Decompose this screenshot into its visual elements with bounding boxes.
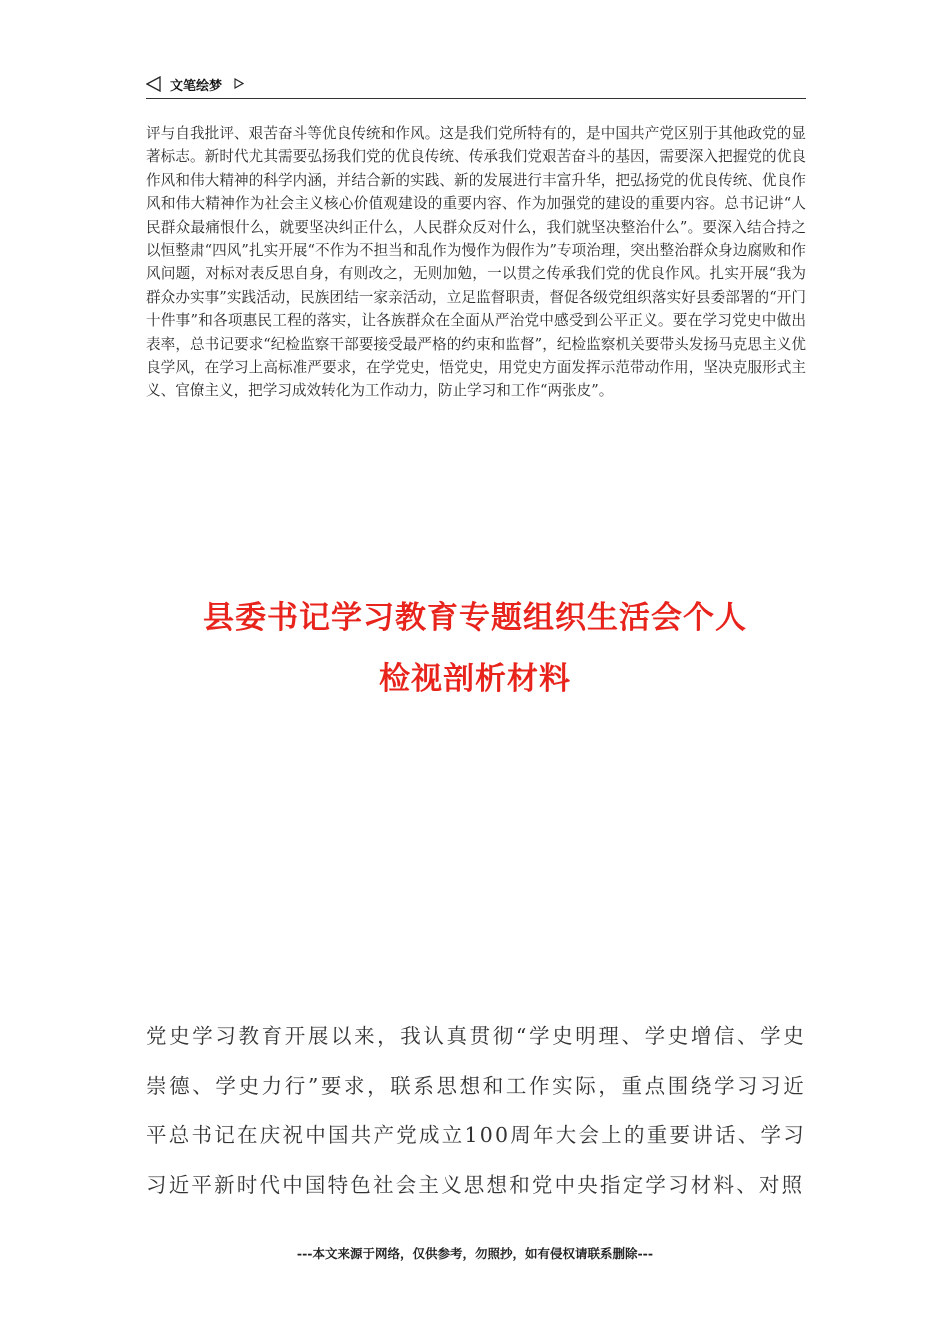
top-paragraph-block xyxy=(146,122,806,403)
triangle-right-outline-icon xyxy=(234,78,244,89)
body-paragraph-block xyxy=(146,1012,806,1210)
body-paragraph: 党史学习教育开展以来，我认真贯彻“学史明理、学史增信、学史崇德、学史力行”要求，联系思想和工作实际，重点围绕学习习近平总书记在庆祝中国共产党成立100周年大会上的重要讲话、学习习近平新时代中国特色社会主义思想和党中央指定学习材料、对照 xyxy=(146,1024,806,1197)
page-header xyxy=(146,72,806,99)
triangle-left-outline-icon xyxy=(146,76,162,92)
title-line-1: 县委书记学习教育专题组织生活会个人 xyxy=(203,600,747,636)
document-title xyxy=(120,588,830,710)
title-line-2: 检视剖析材料 xyxy=(379,661,571,697)
footer-disclaimer: ---本文来源于网络，仅供参考，勿照抄，如有侵权请联系删除--- xyxy=(296,1246,654,1261)
top-paragraph: 评与自我批评、艰苦奋斗等优良传统和作风。这是我们党所特有的，是中国共产党区别于其他政党的显著标志。新时代尤其需要弘扬我们党的优良传统、传承我们党艰苦奋斗的基因，需要深入把握党的优良作风和伟大精神的科学内涵，并结合新的实践、新的发展进行丰富升华，把弘扬党的优良传统、优良作风和伟大精神作为社会主义核心价值观建设的重要内容、作为加强党的建设的重要内容。总书记讲“人民群众最痛恨什么，就要坚决纠正什么，人民群众反对什么，我们就坚决整治什么”。要深入结合持之以恒整肃“四风”扎实开展“不作为不担当和乱作为慢作为假作为”专项治理，突出整治群众身边腐败和作风问题，对标对表反思自身，有则改之，无则加勉，一以贯之传承我们党的优良作风。扎实开展“我为群众办实事”实践活动，民族团结一家亲活动，立足监督职责，督促各级党组织落实好县委部署的“开门十件事”和各项惠民工程的落实，让各族群众在全面从严治党中感受到公平正义。要在学习党史中做出表率，总书记要求“纪检监察干部要接受最严格的约束和监督”，纪检监察机关要带头发扬马克思主义优良学风，在学习上高标准严要求，在学党史，悟党史，用党史方面发挥示范带动作用，坚决克服形式主义、官僚主义，把学习成效转化为工作动力，防止学习和工作“两张皮”。 xyxy=(146,125,806,400)
header-brand: 文笔绘梦 xyxy=(170,79,223,94)
